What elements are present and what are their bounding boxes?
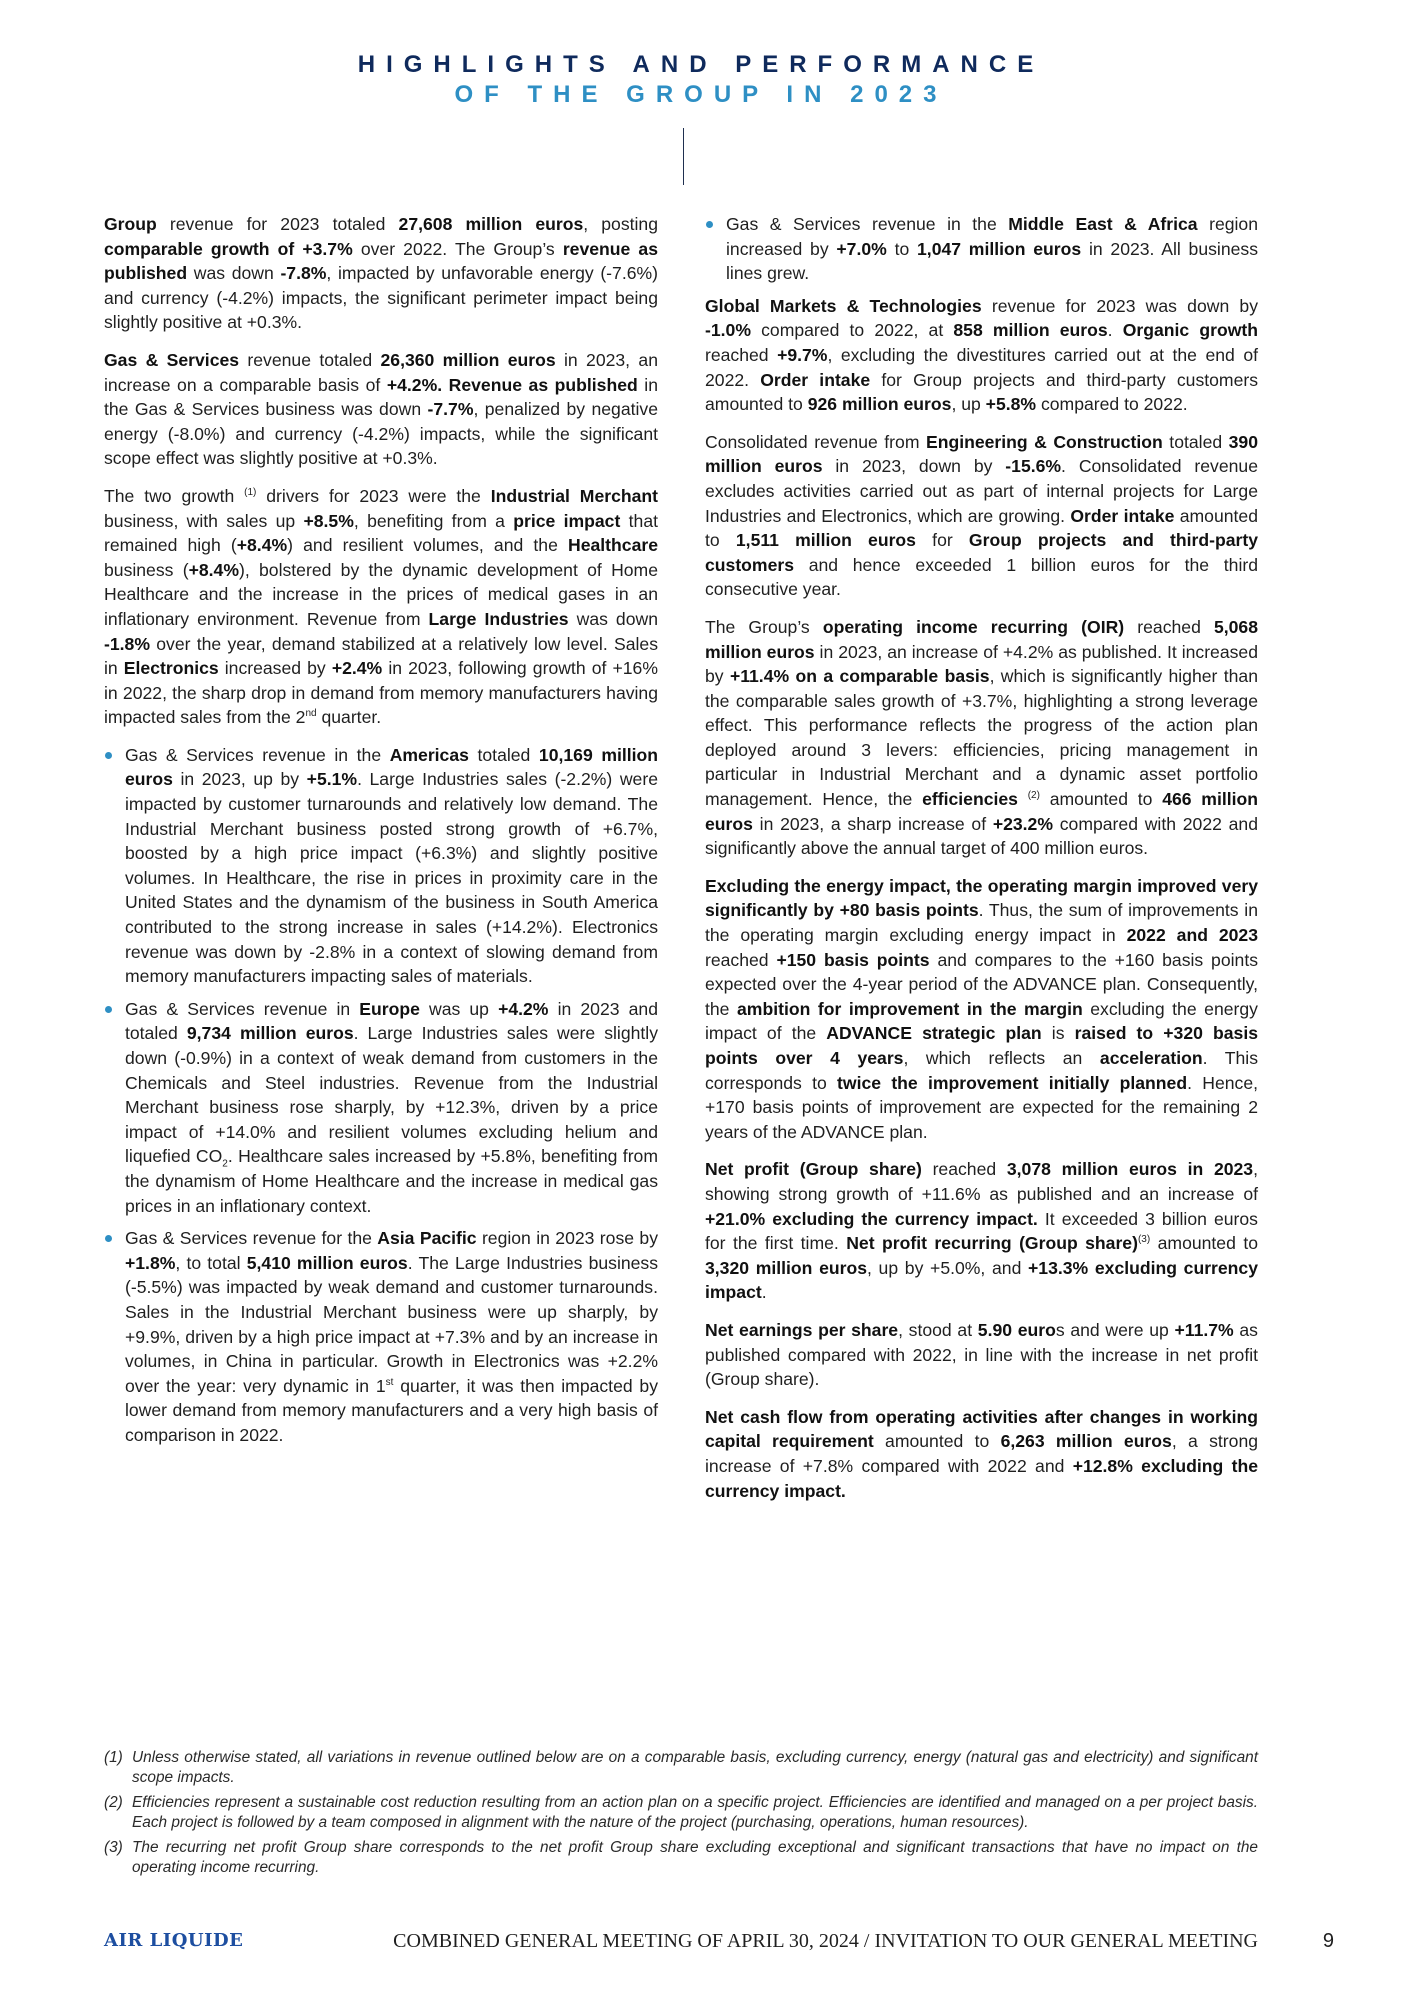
- meeting-title: COMBINED GENERAL MEETING OF APRIL 30, 2024 / INVITATION TO OUR GENERAL MEETING: [393, 1930, 1258, 1952]
- footnote-number: (1): [104, 1749, 123, 1766]
- left-column: [104, 212, 658, 1456]
- region-list: [104, 743, 658, 1448]
- paragraph-engineering: Consolidated revenue from Engineering & Construction totaled 390 million euros in 2023, down by -15.6%. Consolidated revenue excludes activities carried out as part of internal projects for Large Industries and Electronics, which are growing. Order intake amounted to 1,511 million euros for Group projects and third-party customers and hence exceeded 1 billion euros for the third consecutive year.: [705, 431, 1259, 600]
- paragraph-gas-services: Gas & Services revenue totaled 26,360 million euros in 2023, an increase on a comparable basis of +4.2%. Revenue as published in the Gas & Services business was down -7.7%, penalized by negative energy (-8.0%) and currency (-4.2%) impacts, while the significant scope effect was slightly positive at +0.3%.: [104, 349, 658, 469]
- paragraph-operating-income: The Group’s operating income recurring (OIR) reached 5,068 million euros in 2023, an increase of +4.2% as published. It increased by +11.4% on a comparable basis, which is significantly higher than the comparable sales growth of +3.7%, highlighting a strong leverage effect. This performance reflects the progress of the action plan deployed around 3 levers: efficiencies, pricing management in particular in Industrial Merchant and a dynamic asset portfolio management. Hence, the efficiencies $^{(2)}$ amounted to 466 million euros in 2023, a sharp increase of +23.2% compared with 2022 and significantly above the annual target of 400 million euros.: [705, 616, 1259, 859]
- page-header: [0, 50, 1402, 110]
- paragraph-global-markets: Global Markets & Technologies revenue for 2023 was down by -1.0% compared to 2022, at 858 million euros. Organic growth reached +9.7%, excluding the divestitures carried out at the end of 2022. Order intake for Group projects and third-party customers amounted to 926 million euros, up +5.8% compared to 2022.: [705, 295, 1259, 415]
- paragraph-group-revenue: Group revenue for 2023 totaled 27,608 million euros, posting comparable growth of +3.7% over 2022. The Group’s revenue as published was down -7.8%, impacted by unfavorable energy (-7.6%) and currency (-4.2%) impacts, the significant perimeter impact being slightly positive at +0.3%.: [104, 214, 659, 333]
- page-number: 9: [1322, 1930, 1334, 1952]
- page-footer: [104, 1930, 1334, 1958]
- right-column: [705, 212, 1258, 1516]
- title-line-2: OF THE GROUP IN 2023: [454, 81, 948, 108]
- footnote-3: [104, 1838, 1258, 1877]
- footnotes: [104, 1748, 1258, 1884]
- list-item-europe: Gas & Services revenue in Europe was up +4.2% in 2023 and totaled 9,734 million euros. Large Industries sales were slightly down (-0.9%) in a context of weak demand from customers in the Chemicals and Steel industries. Revenue from the Industrial Merchant business rose sharply, by +12.3%, driven by a price impact of +14.0% and resilient volumes excluding helium and liquefied $CO_2$. Healthcare sales increased by +5.8%, benefiting from the dynamism of Home Healthcare and the increase in medical gas prices in an inflationary context.: [104, 997, 658, 1218]
- paragraph-cash-flow: Net cash flow from operating activities after changes in working capital requirement amounted to 6,263 million euros, a strong increase of +7.8% compared with 2022 and +12.8% excluding the currency impact.: [705, 1406, 1259, 1501]
- region-list-continued: [705, 212, 1258, 286]
- footnote-text: Efficiencies represent a sustainable cost reduction resulting from an action plan on a specific project. Efficiencies are identified and managed on a per project basis. Each project is followed by a team composed in alignment with the nature of the project (purchasing, operations, human resources).: [132, 1794, 1258, 1831]
- list-item-asia-pacific: Gas & Services revenue for the Asia Pacific region in 2023 rose by +1.8%, to total 5,410 million euros. The Large Industries business (-5.5%) was impacted by weak demand and customer turnarounds. Sales in the Industrial Merchant business were up sharply, by +9.9%, driven by a high price impact at +7.3% and by an increase in volumes, in China in particular. Growth in Electronics was +2.2% over the year: very dynamic in 1st quarter, it was then impacted by lower demand from memory manufacturers and a very high basis of comparison in 2022.: [104, 1226, 658, 1447]
- air-liquide-logo: AIR LIQUIDE: [104, 1930, 244, 1951]
- footnote-text: Unless otherwise stated, all variations in revenue outlined below are on a comparable basis, excluding currency, energy (natural gas and electricity) and significant scope impacts.: [132, 1749, 1258, 1786]
- list-item-americas: Gas & Services revenue in the Americas totaled 10,169 million euros in 2023, up by +5.1%. Large Industries sales (-2.2%) were impacted by customer turnarounds and relatively low demand. The Industrial Merchant business posted strong growth of +6.7%, boosted by a high price impact (+6.3%) and slightly positive volumes. In Healthcare, the rise in prices in proximity care in the United States and the dynamism of the business in South America contributed to the strong increase in sales (+14.2%). Electronics revenue was down by -2.8% in a context of slowing demand from memory manufacturers impacting sales of materials.: [104, 743, 658, 989]
- header-divider: [683, 128, 684, 185]
- footnote-number: (2): [104, 1794, 123, 1812]
- footnote-2: [104, 1793, 1258, 1832]
- list-item-middle-east-africa: Gas & Services revenue in the Middle East & Africa region increased by +7.0% to 1,047 million euros in 2023. All business lines grew.: [705, 212, 1258, 286]
- footnote-number: (3): [104, 1839, 123, 1857]
- paragraph-operating-margin: Excluding the energy impact, the operating margin improved very significantly by +80 basis points. Thus, the sum of improvements in the operating margin excluding energy impact in 2022 and 2023 reached +150 basis points and compares to the +160 basis points expected over the 4-year period of the ADVANCE plan. Consequently, the ambition for improvement in the margin excluding the energy impact of the ADVANCE strategic plan is raised to +320 basis points over 4 years, which reflects an acceleration. This corresponds to twice the improvement initially planned. Hence, +170 basis points of improvement are expected for the remaining 2 years of the ADVANCE plan.: [705, 875, 1259, 1142]
- paragraph-eps: Net earnings per share, stood at 5.90 euros and were up +11.7% as published compared with 2022, in line with the increase in net profit (Group share).: [705, 1319, 1258, 1390]
- title-line-1: HIGHLIGHTS AND PERFORMANCE: [357, 51, 1045, 78]
- paragraph-growth-drivers: The two growth $^{(1)}$ drivers for 2023 were the Industrial Merchant business, with sales up +8.5%, benefiting from a price impact that remained high (+8.4%) and resilient volumes, and the Healthcare business (+8.4%), bolstered by the dynamic development of Home Healthcare and the increase in the prices of medical gases in an inflationary environment. Revenue from Large Industries was down -1.8% over the year, demand stabilized at a relatively low level. Sales in Electronics increased by +2.4% in 2023, following growth of +16% in 2022, the sharp drop in demand from memory manufacturers having impacted sales from the 2nd quarter.: [104, 485, 659, 728]
- footnote-text: The recurring net profit Group share corresponds to the net profit Group share excluding exceptional and significant transactions that have no impact on the operating income recurring.: [132, 1839, 1258, 1876]
- footnote-1: [104, 1748, 1258, 1787]
- paragraph-net-profit: Net profit (Group share) reached 3,078 million euros in 2023, showing strong growth of +11.6% as published and an increase of +21.0% excluding the currency impact. It exceeded 3 billion euros for the first time. Net profit recurring (Group share)$^{(3)}$ amounted to 3,320 million euros, up by +5.0%, and +13.3% excluding currency impact.: [705, 1159, 1258, 1303]
